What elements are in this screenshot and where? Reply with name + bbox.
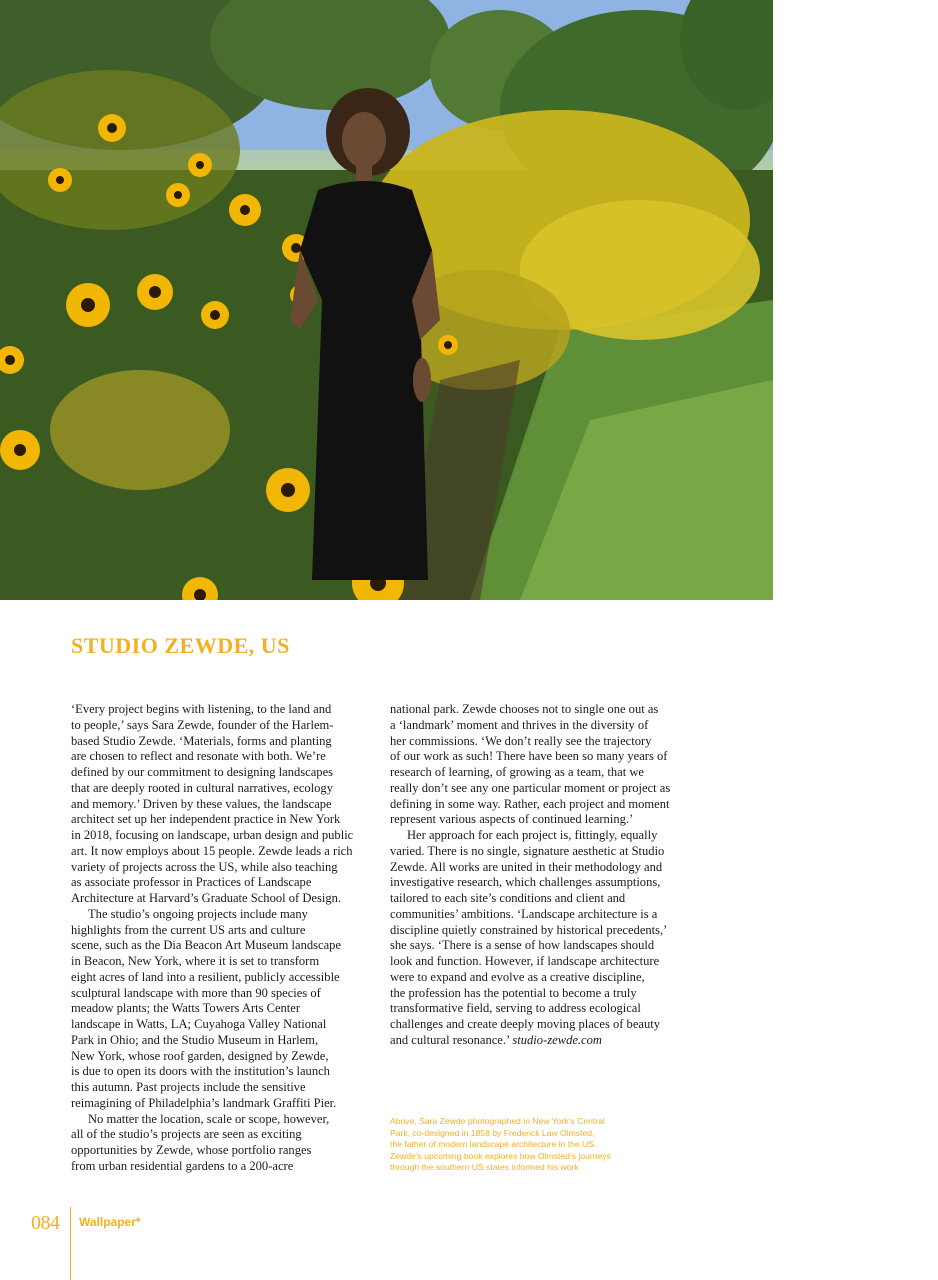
- article-column-left: [71, 702, 383, 1175]
- article-paragraph: ‘Every project begins with listening, to the land and to people,’ says Sara Zewde, founder of the Harlem- based Studio Zewde. ‘Materials, forms and planting are chosen to reflect and resonate with both. We’re defined by our commitment to designing landscapes that are deeply rooted in cultural narratives, ecology and memory.’ Driven by these values, the landscape architect set up her independent practice in New York in 2018, focusing on landscape, urban design and public art. It now employs about 15 people. Zewde leads a rich variety of projects across the US, while also teaching as associate professor in Practices of Landscape Architecture at Harvard’s Graduate School of Design.: [71, 702, 354, 905]
- article-paragraph: No matter the location, scale or scope, however, all of the studio’s projects are seen as exciting opportunities by Zewde, whose portfolio ranges from urban residential gardens to a 200-acre: [71, 1111, 330, 1173]
- article-paragraph: national park. Zewde chooses not to single one out as a ‘landmark’ moment and thrives in the diversity of her commissions. ‘We don’t really see the trajectory of our work as such! There have been so many years of research of learning, of growing as a team, that we really don’t see any one particular moment or project as defining in some way. Rather, each project and moment represent various aspects of continued learning.’: [390, 702, 671, 827]
- article-column-right: [390, 702, 702, 1049]
- studio-website: studio-zewde.com: [512, 1032, 602, 1047]
- article-paragraph: The studio’s ongoing projects include many highlights from the current US arts and culture scene, such as the Dia Beacon Art Museum landscape in Beacon, New York, where it is set to transform eight acres of land into a resilient, publicly accessible sculptural landscape with more than 90 species of meadow plants; the Watts Towers Arts Center landscape in Watts, LA; Cuyahoga Valley National Park in Ohio; and the Studio Museum in Harlem, New York, whose roof garden, designed by Zewde, is due to open its doors with the institution’s launch this autumn. Past projects include the sensitive reimagining of Philadelphia’s landmark Graffiti Pier.: [71, 906, 342, 1110]
- photo-illustration: [0, 0, 773, 600]
- folio-divider: [70, 1207, 71, 1280]
- article-paragraph-text: Her approach for each project is, fittingly, equally varied. There is no single, signature aesthetic at Studio Zewde. All works are united in their methodology and investigative research, which challenges assumptions, tailored to each site’s conditions and client and communities’ ambitions. ‘Landscape architecture is a discipline quietly constrained by historical precedents,’ she says. ‘There is a sense of how landscapes should look and function. However, if landscape architecture were to expand and evolve as a creative discipline, the profession has the potential to become a truly transformative field, serving to address ecological challenges and create deeply moving places of beauty and cultural resonance.’: [390, 828, 668, 1047]
- photo-caption: Above, Sara Zewde photographed in New York’s Central Park, co-designed in 1858 by Frederick Law Olmsted, the father of modern landscape architecture in the US. Zewde’s upcoming book explores how Olmsted’s journeys through the southern US states informed his work: [390, 1116, 611, 1173]
- magazine-brand: Wallpaper*: [79, 1215, 141, 1229]
- article-headline: STUDIO ZEWDE, US: [71, 633, 290, 658]
- hero-photo: [0, 0, 773, 600]
- page-number: 084: [31, 1212, 60, 1234]
- article-paragraph: [390, 828, 702, 1049]
